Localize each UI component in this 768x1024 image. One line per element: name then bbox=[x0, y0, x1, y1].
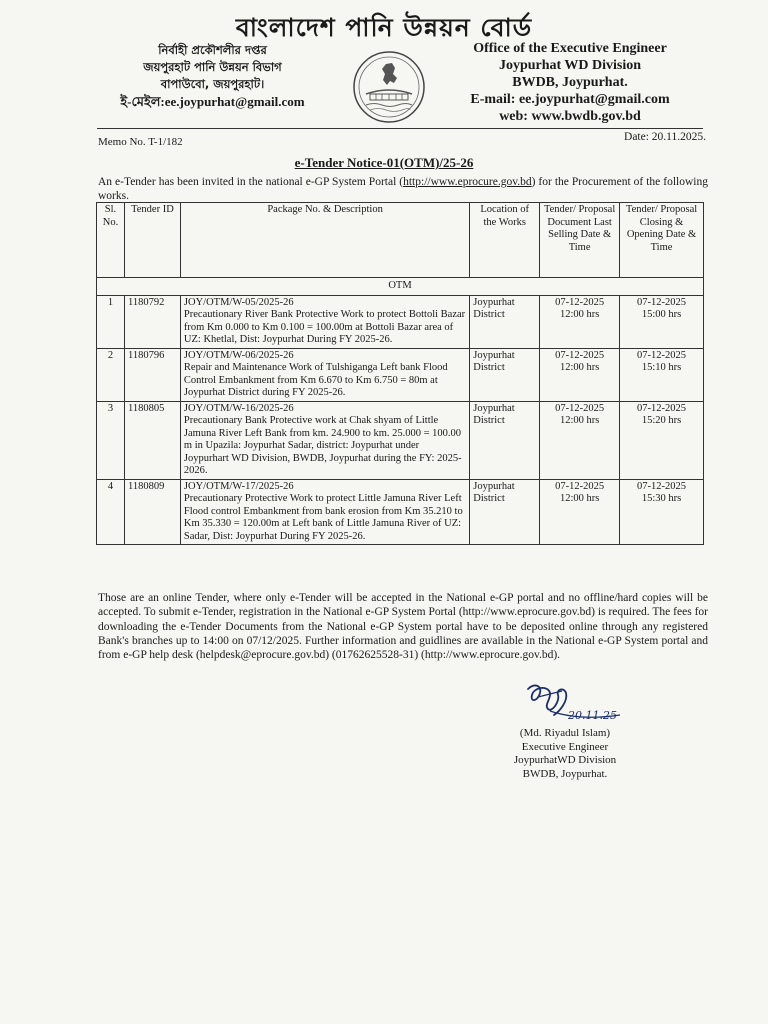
cell-selling-datetime bbox=[540, 295, 620, 348]
work-description: Precautionary Bank Protective work at Chak shyam of Little Jamuna River Left Bank from km. 24.900 to km. 25.000 = 100.00 m in Upazila: Joypurhat Sadar, district: Joypurhat under Joypurhart WD Division, BWDB, Joypurhat during the FY: 2025-2026. bbox=[183, 415, 462, 476]
cell-sl: 4 bbox=[97, 479, 125, 545]
intro-text-before: An e-Tender has been invited in the national e-GP System Portal ( bbox=[98, 176, 404, 188]
memo-number: Memo No. T-1/182 bbox=[98, 136, 183, 148]
intro-text-after: ) for the Procurement of the following works. bbox=[98, 176, 708, 202]
signer-designation: Executive Engineer bbox=[521, 740, 609, 753]
cell-sl: 3 bbox=[97, 401, 125, 479]
notice-date: Date: 20.11.2025. bbox=[624, 131, 706, 143]
signer-office: BWDB, Joypurhat. bbox=[522, 767, 608, 780]
closing-time: 15:10 hrs bbox=[641, 362, 682, 373]
package-number: JOY/OTM/W-16/2025-26 bbox=[183, 402, 294, 414]
section-row bbox=[97, 278, 704, 296]
header-last-selling: Tender/ Proposal Document Last Selling Date & Time bbox=[540, 203, 620, 278]
selling-date: 07-12-2025 bbox=[555, 402, 605, 414]
cell-description bbox=[180, 348, 469, 401]
closing-time: 15:00 hrs bbox=[641, 309, 682, 320]
cell-location: Joypurhat District bbox=[470, 295, 540, 348]
table-row bbox=[97, 479, 704, 545]
header-divider bbox=[97, 128, 703, 129]
closing-date: 07-12-2025 bbox=[637, 296, 687, 308]
cell-tender-id: 1180805 bbox=[124, 401, 180, 479]
cell-selling-datetime bbox=[540, 479, 620, 545]
selling-time: 12:00 hrs bbox=[559, 362, 600, 373]
header-closing-opening: Tender/ Proposal Closing & Opening Date & Time bbox=[620, 203, 704, 278]
closing-date: 07-12-2025 bbox=[637, 402, 687, 414]
signature-date: 20.11.25 bbox=[568, 709, 617, 722]
work-description: Precautionary River Bank Protective Work to protect Bottoli Bazar from Km 0.000 to Km 0.100 = 100.00m at Bottoli Bazar area of UZ: Khetlal, Dist: Joypurhat During FY 2025-26. bbox=[183, 309, 466, 345]
signer-name: (Md. Riyadul Islam) bbox=[519, 727, 611, 739]
closing-date: 07-12-2025 bbox=[637, 349, 687, 361]
english-email: E-mail: ee.joypurhat@gmail.com bbox=[470, 92, 670, 107]
english-line-board: BWDB, Joypurhat. bbox=[512, 75, 628, 90]
work-description: Repair and Maintenance Work of Tulshiganga Left bank Flood Control Embankment from Km 6.670 to Km 6.750 = 80m at Joypurhat District during FY 2025-26. bbox=[183, 362, 448, 398]
package-number: JOY/OTM/W-17/2025-26 bbox=[183, 480, 294, 492]
header-tender-id: Tender ID bbox=[124, 203, 180, 278]
handwritten-signature bbox=[520, 681, 630, 729]
english-website: web: www.bwdb.gov.bd bbox=[499, 109, 641, 124]
notice-title: e-Tender Notice-01(OTM)/25-26 bbox=[294, 155, 474, 170]
organization-title-bangla: বাংলাদেশ পানি উন্নয়ন বোর্ড bbox=[235, 13, 533, 42]
eprocure-link[interactable]: http://www.eprocure.gov.bd bbox=[403, 176, 532, 188]
selling-time: 12:00 hrs bbox=[559, 493, 600, 504]
office-address-english bbox=[440, 40, 700, 125]
english-line-division: Joypurhat WD Division bbox=[498, 58, 642, 73]
cell-sl: 2 bbox=[97, 348, 125, 401]
selling-date: 07-12-2025 bbox=[555, 349, 605, 361]
header-sl-no: Sl. No. bbox=[97, 203, 125, 278]
table-header-row bbox=[97, 203, 704, 278]
selling-time: 12:00 hrs bbox=[559, 415, 600, 426]
cell-closing-datetime bbox=[620, 401, 704, 479]
selling-date: 07-12-2025 bbox=[555, 296, 605, 308]
cell-selling-datetime bbox=[540, 401, 620, 479]
cell-tender-id: 1180792 bbox=[124, 295, 180, 348]
cell-description bbox=[180, 295, 469, 348]
section-label-otm: OTM bbox=[97, 278, 704, 296]
bangla-email: ই-মেইল:ee.joypurhat@gmail.com bbox=[120, 94, 305, 109]
table-row bbox=[97, 295, 704, 348]
package-number: JOY/OTM/W-05/2025-26 bbox=[183, 296, 294, 308]
cell-closing-datetime bbox=[620, 479, 704, 545]
cell-closing-datetime bbox=[620, 348, 704, 401]
cell-location: Joypurhat District bbox=[470, 348, 540, 401]
cell-location: Joypurhat District bbox=[470, 479, 540, 545]
cell-description bbox=[180, 401, 469, 479]
closing-date: 07-12-2025 bbox=[637, 480, 687, 492]
signer-division: JoypurhatWD Division bbox=[513, 754, 617, 766]
cell-tender-id: 1180796 bbox=[124, 348, 180, 401]
english-line-office: Office of the Executive Engineer bbox=[473, 41, 667, 56]
package-number: JOY/OTM/W-06/2025-26 bbox=[183, 349, 294, 361]
signer-block bbox=[490, 727, 640, 781]
cell-sl: 1 bbox=[97, 295, 125, 348]
cell-tender-id: 1180809 bbox=[124, 479, 180, 545]
selling-date: 07-12-2025 bbox=[555, 480, 605, 492]
cell-selling-datetime bbox=[540, 348, 620, 401]
selling-time: 12:00 hrs bbox=[559, 309, 600, 320]
bangla-line-board: বাপাউবো, জয়পুরহাট। bbox=[160, 77, 265, 91]
header-package-description: Package No. & Description bbox=[180, 203, 469, 278]
tender-table bbox=[96, 202, 704, 545]
closing-time: 15:30 hrs bbox=[641, 493, 682, 504]
bangla-line-division: জয়পুরহাট পানি উন্নয়ন বিভাগ bbox=[143, 60, 282, 74]
office-address-bangla bbox=[105, 42, 320, 110]
cell-description bbox=[180, 479, 469, 545]
intro-paragraph bbox=[98, 175, 708, 203]
bangla-line-office: নির্বাহী প্রকৌশলীর দপ্তর bbox=[158, 43, 267, 57]
bwdb-seal-logo bbox=[352, 50, 426, 124]
closing-time: 15:20 hrs bbox=[641, 415, 682, 426]
table-row bbox=[97, 348, 704, 401]
table-row bbox=[97, 401, 704, 479]
instructions-paragraph: Those are an online Tender, where only e-Tender will be accepted in the National e-GP portal and no offline/hard copies will be accepted. To submit e-Tender, registration in the National e-GP System Portal (http://www.eprocure.gov.bd) is required. The fees for downloading the e-Tender Documents from the National e-GP System portal have to be deposited online through any registered Bank's branches up to 14:00 on 07/12/2025. Further information and guidlines are available in the National e-GP System portal and from e-GP help desk (helpdesk@eprocure.gov.bd) (01762625528-31) (http://www.eprocure.gov.bd). bbox=[98, 592, 708, 662]
cell-location: Joypurhat District bbox=[470, 401, 540, 479]
cell-closing-datetime bbox=[620, 295, 704, 348]
header-location: Location of the Works bbox=[470, 203, 540, 278]
work-description: Precautionary Protective Work to protect Little Jamuna River Left Flood control Embankment from bank erosion from Km 35.210 to Km 35.330 = 120.00m at Left bank of Little Jamuna River of UZ: Sadar, Dist: Joypurhat During FY 2025-26. bbox=[183, 493, 463, 542]
